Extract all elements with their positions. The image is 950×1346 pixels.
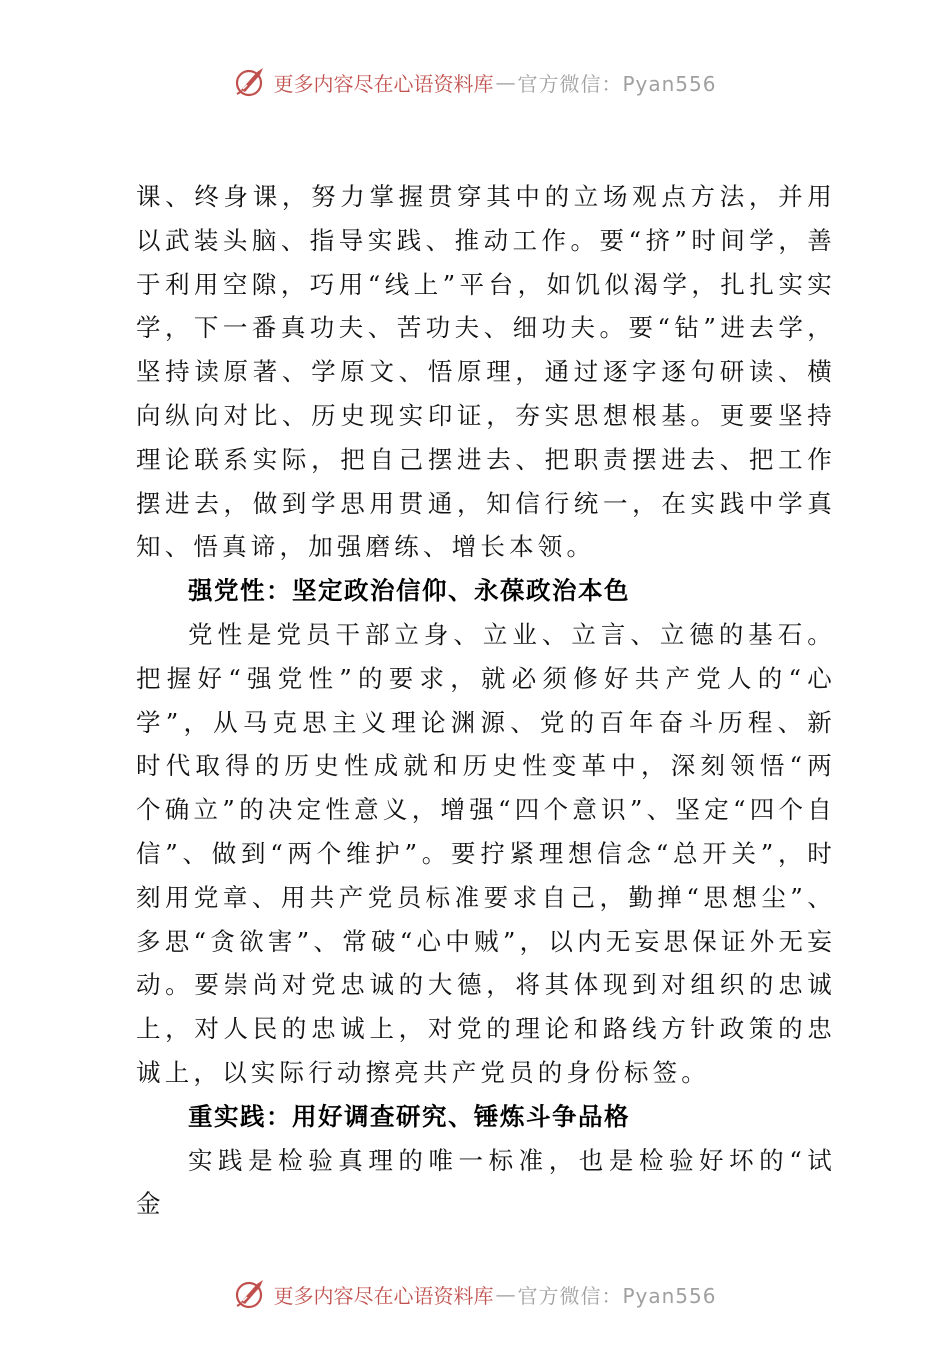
section-heading-party: 强党性：坚定政治信仰、永葆政治本色 bbox=[188, 576, 630, 606]
paragraph-party: 党性是党员干部立身、立业、立言、立德的基石。把握好“强党性”的要求，就必须修好共产党人的“心学”，从马克思主义理论渊源、党的百年奋斗历程、新时代取得的历史性成就和历史性变革中，深刻领悟“两个确立”的决定性意义，增强“四个意识”、坚定“四个自信”、做到“两个维护”。要拧紧理想信念“总开关”，时刻用党章、用共产党员标准要求自己，勤掸“思想尘”、多思“贪欲害”、常破“心中贼”，以内无妄思保证外无妄动。要崇尚对党忠诚的大德，将其体现到对组织的忠诚上，对人民的忠诚上，对党的理论和路线方针政策的忠诚上，以实际行动擦亮共产党员的身份标签。 bbox=[136, 619, 836, 1087]
footer-banner bbox=[0, 1272, 950, 1316]
pen-feather-logo-icon bbox=[233, 1276, 269, 1312]
paragraph-continued: 课、终身课，努力掌握贯穿其中的立场观点方法，并用以武装头脑、指导实践、推动工作。要“挤”时间学，善于利用空隙，巧用“线上”平台，如饥似渴学，扎扎实实学，下一番真功夫、苦功夫、细功夫。要“钻”进去学，坚持读原著、学原文、悟原理，通过逐字逐句研读、横向纵向对比、历史现实印证，夯实思想根基。更要坚持理论联系实际，把自己摆进去、把职责摆进去、把工作摆进去，做到学思用贯通，知信行统一，在实践中学真知、悟真谛，加强磨练、增长本领。 bbox=[136, 182, 836, 562]
banner-separator: — bbox=[495, 70, 516, 94]
footer-banner-title: 更多内容尽在心语资料库 bbox=[273, 1283, 494, 1308]
pen-feather-logo-icon bbox=[233, 64, 269, 100]
footer-banner-separator: — bbox=[495, 1282, 516, 1306]
document-body bbox=[136, 175, 836, 1226]
paragraph-practice: 实践是检验真理的唯一标准，也是检验好坏的“试金 bbox=[136, 1145, 836, 1219]
banner-wechat: 官方微信：Pyan556 bbox=[517, 71, 717, 96]
header-banner bbox=[0, 60, 950, 104]
footer-banner-wechat: 官方微信：Pyan556 bbox=[517, 1283, 717, 1308]
banner-title: 更多内容尽在心语资料库 bbox=[273, 71, 494, 96]
section-heading-practice: 重实践：用好调查研究、锤炼斗争品格 bbox=[188, 1101, 630, 1131]
